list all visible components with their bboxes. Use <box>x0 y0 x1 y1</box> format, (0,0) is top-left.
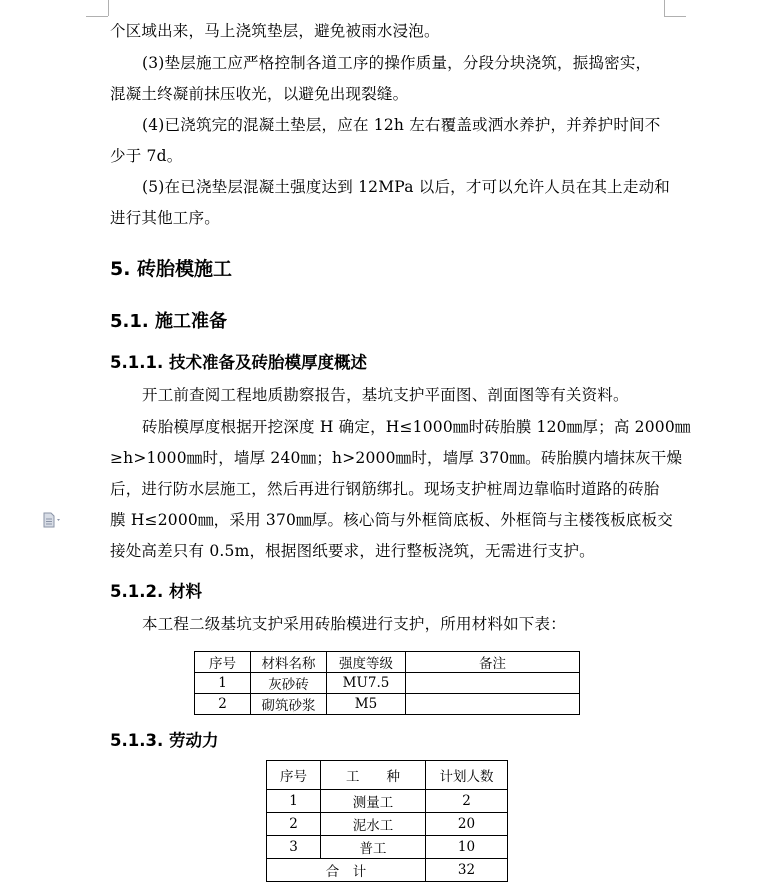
paragraph-line: 接处高差只有 0.5m，根据图纸要求，进行整板浇筑，无需进行支护。 <box>110 542 595 560</box>
table-row <box>267 813 508 836</box>
table-cell: 测量工 <box>321 790 426 813</box>
paragraph-line: ≥h>1000㎜时，墙厚 240㎜；h>2000㎜时，墙厚 370㎜。砖胎膜内墙抹灰干燥 <box>110 449 683 467</box>
table-total-row <box>267 859 508 882</box>
document-icon[interactable] <box>42 512 64 528</box>
paragraph-line: 本工程二级基坑支护采用砖胎模进行支护，所用材料如下表： <box>142 615 566 633</box>
heading-section-5-1-3: 5.1.3. 劳动力 <box>110 731 219 750</box>
paragraph-line: 少于 7d。 <box>110 147 183 165</box>
heading-section-5: 5. 砖胎模施工 <box>110 258 233 280</box>
paragraph-line: 膜 H≤2000㎜，采用 370㎜厚。核心筒与外框筒底板、外框筒与主楼筏板底板交 <box>110 511 673 529</box>
table-row <box>267 836 508 859</box>
table-header-cell: 序号 <box>267 761 321 790</box>
table-cell: 灰砂砖 <box>251 673 327 694</box>
heading-section-5-1-1: 5.1.1. 技术准备及砖胎模厚度概述 <box>110 353 367 372</box>
heading-section-5-1: 5.1. 施工准备 <box>110 311 227 332</box>
table-cell: 2 <box>267 813 321 836</box>
paragraph-line: 砖胎模厚度根据开挖深度 H 确定，H≤1000㎜时砖胎膜 120㎜厚；高 2000㎜ <box>142 418 691 436</box>
paragraph-line: (4)已浇筑完的混凝土垫层，应在 12h 左右覆盖或洒水养护，并养护时间不 <box>142 116 661 134</box>
table-header-cell: 序号 <box>195 652 251 673</box>
crop-mark-left <box>108 0 109 16</box>
paragraph-line: 混凝土终凝前抹压收光，以避免出现裂缝。 <box>110 85 409 103</box>
table-cell: 普工 <box>321 836 426 859</box>
paragraph-line: 后，进行防水层施工，然后再进行钢筋绑扎。现场支护桩周边靠临时道路的砖胎 <box>110 480 660 498</box>
table-cell <box>406 694 580 715</box>
table-cell: 3 <box>267 836 321 859</box>
table-cell: 20 <box>426 813 508 836</box>
paragraph-line: 开工前查阅工程地质勘察报告，基坑支护平面图、剖面图等有关资料。 <box>142 386 629 404</box>
table-cell <box>406 673 580 694</box>
materials-table <box>194 651 580 715</box>
table-header-cell: 工 种 <box>321 761 426 790</box>
table-cell: 1 <box>195 673 251 694</box>
table-header-cell: 材料名称 <box>251 652 327 673</box>
table-header-cell: 计划人数 <box>426 761 508 790</box>
table-row <box>195 673 580 694</box>
table-cell: 1 <box>267 790 321 813</box>
table-row <box>267 790 508 813</box>
table-cell: 砌筑砂浆 <box>251 694 327 715</box>
table-total-label: 合 计 <box>267 859 426 882</box>
table-cell: 2 <box>195 694 251 715</box>
paragraph-line: 个区域出来，马上浇筑垫层，避免被雨水浸泡。 <box>110 22 440 40</box>
paragraph-line: (3)垫层施工应严格控制各道工序的操作质量，分段分块浇筑，振捣密实， <box>142 54 652 72</box>
crop-mark-right-h <box>664 16 686 17</box>
paragraph-line: 进行其他工序。 <box>110 209 220 227</box>
table-row <box>195 694 580 715</box>
table-cell: M5 <box>327 694 406 715</box>
heading-section-5-1-2: 5.1.2. 材料 <box>110 582 202 601</box>
table-cell: 10 <box>426 836 508 859</box>
table-header-row <box>267 761 508 790</box>
table-total-value: 32 <box>426 859 508 882</box>
table-header-cell: 强度等级 <box>327 652 406 673</box>
labor-table <box>266 760 508 882</box>
table-header-row <box>195 652 580 673</box>
table-cell: 泥水工 <box>321 813 426 836</box>
paragraph-line: (5)在已浇垫层混凝土强度达到 12MPa 以后，才可以允许人员在其上走动和 <box>142 178 670 196</box>
table-cell: MU7.5 <box>327 673 406 694</box>
crop-mark-left-h <box>86 16 108 17</box>
crop-mark-right <box>664 0 665 16</box>
table-header-cell: 备注 <box>406 652 580 673</box>
table-cell: 2 <box>426 790 508 813</box>
